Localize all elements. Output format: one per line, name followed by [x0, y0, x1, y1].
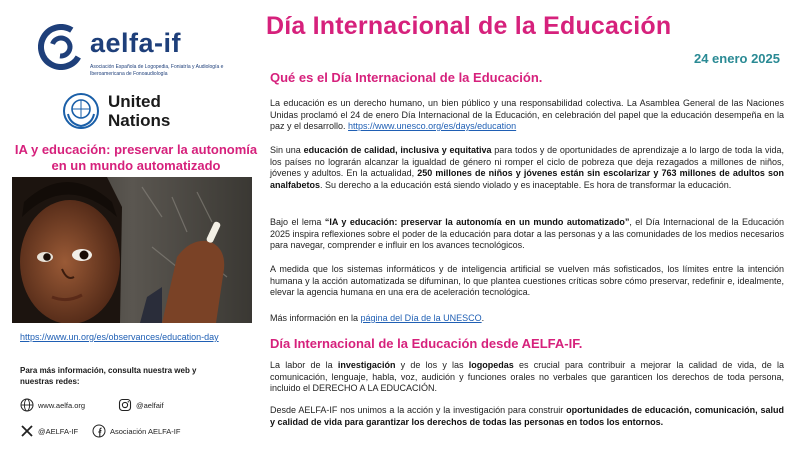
un-observance-link[interactable]: https://www.un.org/es/observances/education-day: [20, 332, 219, 342]
text-span: para todos y de oportunidades de aprendizaje a lo largo de toda la vida, los países no lograrán alcanzar la igualdad de género ni romper el ciclo de pobreza que deja rezagados a millones de niños, jóvenes y adultos. En la actualidad,: [270, 145, 784, 178]
social-x[interactable]: [20, 424, 78, 438]
girl-writing-photo: [12, 177, 252, 323]
social-instagram[interactable]: [118, 398, 164, 412]
paragraph-ai: A medida que los sistemas informáticos y de inteligencia artificial se vuelven más sofisticados, los límites entre la intención humana y la acción automatizada se difuminan, lo que plantea cuestiones críticas sobre cómo preservar, redefinir e, idealmente, elevar la agencia humana en una era de aceleración tecnológica.: [270, 264, 784, 297]
text-span: Más información en la: [270, 313, 361, 323]
text-span: .: [481, 313, 485, 323]
globe-icon: [20, 398, 34, 412]
section-heading-what: Qué es el Día Internacional de la Educación.: [270, 70, 543, 85]
un-line1: United: [108, 92, 161, 111]
bold-span: investigación: [337, 360, 396, 370]
aelfa-logo: [38, 24, 248, 84]
text-span: es crucial para contribuir a mejorar la calidad de vida, de la comunicación, lenguaje, habla, voz, audición y funciones orales no verbales que garanticen los derechos de toda persona, incluido el DERECHO A LA EDUCACIÓN.: [270, 360, 785, 393]
aelfa-logo-mark-icon: [38, 24, 84, 70]
bold-span: 250 millones de niños y jóvenes están sin escolarizar y 763 millones de adultos son analfabetos: [270, 168, 785, 190]
un-line2: Nations: [108, 111, 171, 130]
unesco-page-link[interactable]: página del Día de la UNESCO: [360, 313, 482, 323]
paragraph-more-info: [270, 313, 784, 325]
social-x-label: @AELFA-IF: [38, 426, 79, 436]
bold-span: “IA y educación: preservar la autonomía en un mundo automatizado”: [324, 217, 630, 227]
paragraph-research: [270, 360, 784, 395]
un-wordmark: [108, 92, 170, 130]
un-logo: [62, 92, 202, 132]
social-facebook[interactable]: [92, 424, 180, 438]
left-title: IA y educación: preservar la autonomía en un mundo automatizado: [14, 142, 258, 173]
text-span: Bajo el lema: [270, 217, 325, 227]
bold-span: logopedas: [468, 360, 514, 370]
intro-text: La educación es un derecho humano, un bien público y una responsabilidad colectiva. La Asamblea General de las Naciones Unidas proclamó el 24 de enero Día Internacional de la Educación, en celebración del papel que la educación desempeña en la paz y el desarrollo.: [270, 98, 784, 131]
paragraph-quality: [270, 145, 784, 191]
logo-subtitle: Asociación Española de Logopedia, Foniatría y Audiología e Iberoamericana de Fonoaudiología: [90, 64, 224, 77]
event-date: 24 enero 2025: [693, 51, 780, 66]
social-instagram-label: @aelfaif: [136, 400, 164, 410]
bold-span: oportunidades de educación, comunicación, salud y calidad de vida para garantizar los derechos de todas las personas en todos los entornos.: [270, 405, 784, 427]
unesco-link[interactable]: https://www.unesco.org/es/days/education: [348, 121, 517, 131]
text-span: Sin una: [270, 145, 304, 155]
paragraph-join: [270, 405, 784, 428]
logo-name: aelfa-if: [90, 28, 182, 58]
text-span: La labor de la: [270, 360, 338, 370]
photo-illustration-icon: [12, 177, 252, 323]
paragraph-motto: [270, 217, 784, 252]
social-website-label: www.aelfa.org: [38, 400, 86, 410]
facebook-icon: [92, 424, 106, 438]
section-heading-aelfa: Día Internacional de la Educación desde AELFA-IF.: [270, 336, 583, 351]
instagram-icon: [118, 398, 132, 412]
page-title: Día Internacional de la Educación: [266, 12, 672, 40]
x-icon: [20, 424, 34, 438]
text-span: Desde AELFA-IF nos unimos a la acción y la investigación para construir: [270, 405, 567, 415]
bold-span: educación de calidad, inclusiva y equitativa: [303, 145, 492, 155]
social-website[interactable]: [20, 398, 85, 412]
un-emblem-icon: [62, 92, 100, 130]
text-span: y de los y las: [395, 360, 469, 370]
contact-label: Para más información, consulta nuestra web y nuestras redes:: [20, 366, 197, 386]
text-span: , el Día Internacional de la Educación 2025 inspira reflexiones sobre el poder de la educación para dotar a las personas y a las comunidades de los medios necesarios para navegar, comprender e influir en los avances tecnológicos.: [270, 217, 785, 250]
text-span: . Su derecho a la educación está siendo violado y es inaceptable. Es hora de transformar la educación.: [320, 179, 732, 190]
social-facebook-label: Asociación AELFA-IF: [110, 426, 181, 436]
paragraph-intro: [270, 98, 784, 133]
